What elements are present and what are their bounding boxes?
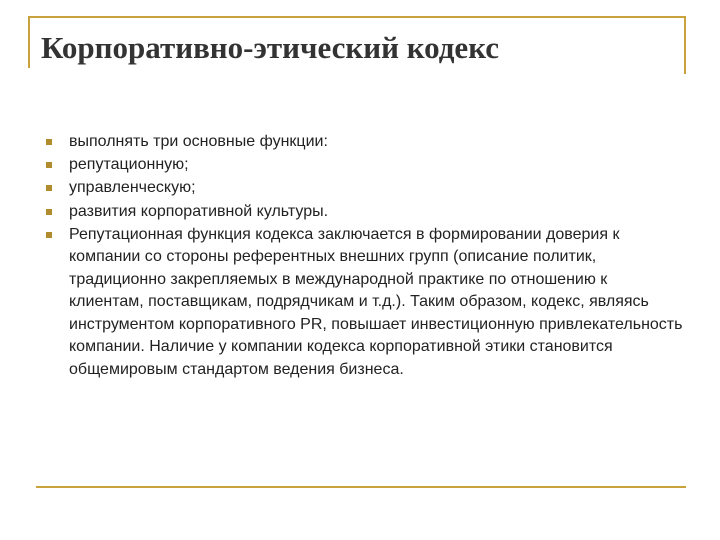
bottom-rule (36, 486, 686, 488)
square-bullet-icon (46, 185, 52, 191)
bullet-text: репутационную; (69, 156, 189, 174)
left-rule (28, 16, 30, 68)
bullet-item (45, 177, 685, 200)
bullet-list (45, 131, 685, 382)
top-rule (28, 16, 685, 18)
bullet-text: Репутационная функция кодекса заключается в формировании доверия к компании со стороны референтных внешних групп (описание политик, традиционно закрепляемых в международной практике по отношению к клиентам, поставщикам, подрядчикам и т.д.). Таким образом, кодекс, являясь инструментом корпоративного PR, повышает инвестиционную привлекательность компании. Наличие у компании кодекса корпоративной этики становится общемировым стандартом ведения бизнеса. (69, 225, 683, 378)
square-bullet-icon (46, 139, 52, 145)
slide-title: Корпоративно-этический кодекс (41, 30, 500, 65)
bullet-item (45, 201, 685, 224)
bullet-item (45, 154, 685, 177)
square-bullet-icon (46, 232, 52, 238)
bullet-text: выполнять три основные функции: (69, 133, 328, 150)
right-rule (684, 16, 686, 74)
square-bullet-icon (46, 162, 52, 168)
bullet-item (45, 224, 685, 382)
bullet-text: управленческую; (69, 179, 196, 197)
bullet-text: развития корпоративной культуры. (69, 202, 329, 220)
bullet-item (45, 131, 685, 154)
square-bullet-icon (46, 209, 52, 215)
